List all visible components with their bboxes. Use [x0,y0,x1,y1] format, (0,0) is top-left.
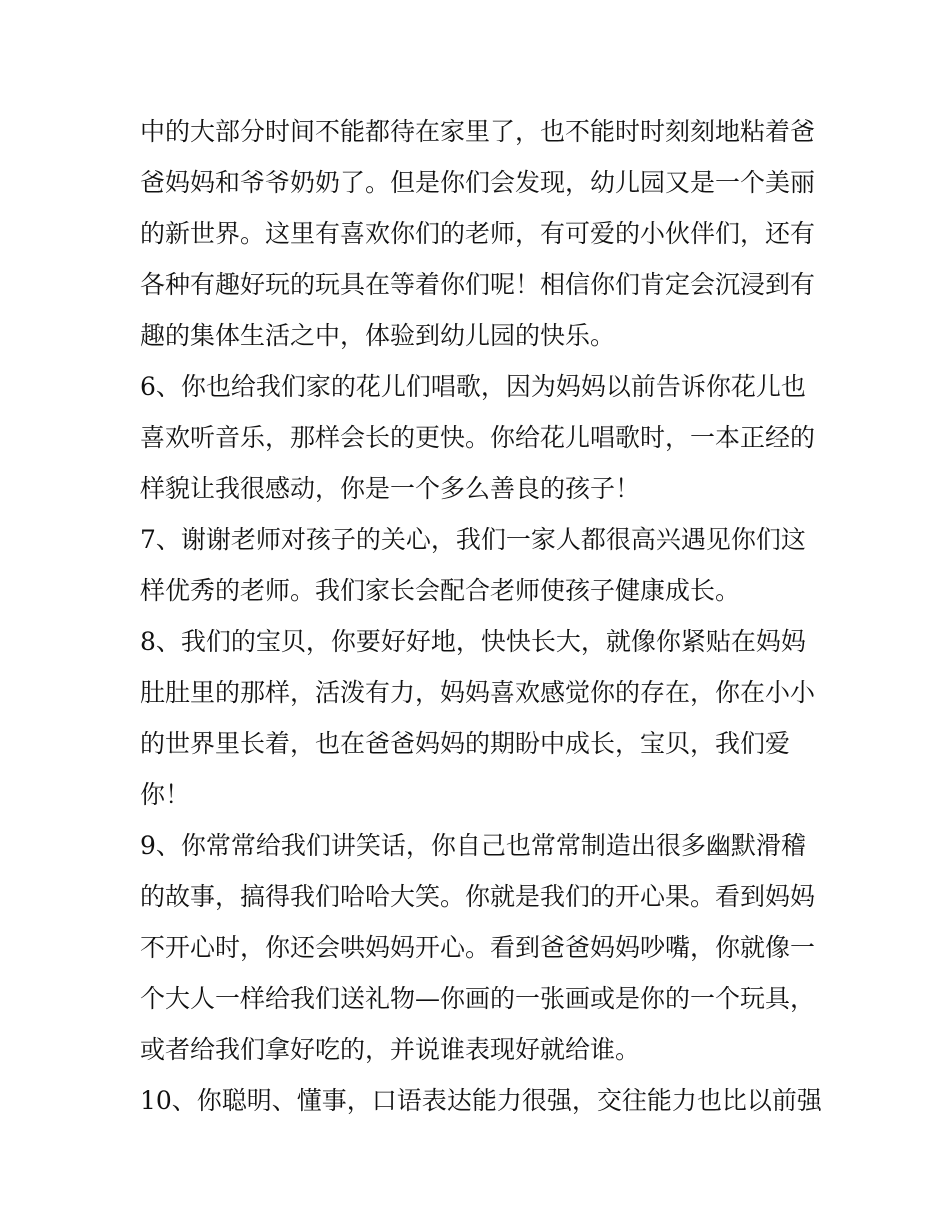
text-line: 8、我们的宝贝，你要好好地，快快长大，就像你紧贴在妈妈 [140,627,806,656]
paragraph-10 [140,1075,820,1126]
text-line: 个大人一样给我们送礼物—你画的一张画或是你的一个玩具， [140,984,816,1013]
document-body [140,106,820,1126]
text-line: 或者给我们拿好吃的，并说谁表现好就给谁。 [140,1035,641,1064]
text-line: 的故事，搞得我们哈哈大笑。你就是我们的开心果。看到妈妈 [140,882,816,911]
paragraph-9 [140,820,820,1075]
paragraph-8 [140,616,820,820]
text-line: 趣的集体生活之中，体验到幼儿园的快乐。 [140,321,616,350]
text-line: 喜欢听音乐，那样会长的更快。你给花儿唱歌时，一本正经的 [140,423,816,452]
text-line: 样优秀的老师。我们家长会配合老师使孩子健康成长。 [140,576,741,605]
text-line: 6、你也给我们家的花儿们唱歌，因为妈妈以前告诉你花儿也 [140,372,806,401]
text-line: 样貌让我很感动，你是一个多么善良的孩子！ [140,474,641,503]
text-line: 中的大部分时间不能都待在家里了，也不能时时刻刻地粘着爸 [140,117,816,146]
text-line: 肚肚里的那样，活泼有力，妈妈喜欢感觉你的存在，你在小小 [140,678,816,707]
paragraph-5-continued [140,106,820,361]
text-line: 你！ [140,780,191,809]
paragraph-7 [140,514,820,616]
text-line: 的新世界。这里有喜欢你们的老师，有可爱的小伙伴们，还有 [140,219,816,248]
paragraph-6 [140,361,820,514]
text-line: 的世界里长着，也在爸爸妈妈的期盼中成长，宝贝，我们爱 [140,729,791,758]
text-line: 9、你常常给我们讲笑话，你自己也常常制造出很多幽默滑稽 [140,831,806,860]
text-line: 爸妈妈和爷爷奶奶了。但是你们会发现，幼儿园又是一个美丽 [140,168,816,197]
text-line: 不开心时，你还会哄妈妈开心。看到爸爸妈妈吵嘴，你就像一 [140,933,816,962]
text-line: 各种有趣好玩的玩具在等着你们呢！相信你们肯定会沉浸到有 [140,270,816,299]
text-line: 7、谢谢老师对孩子的关心，我们一家人都很高兴遇见你们这 [140,525,806,554]
text-line: 10、你聪明、懂事，口语表达能力很强，交往能力也比以前强 [140,1086,822,1115]
